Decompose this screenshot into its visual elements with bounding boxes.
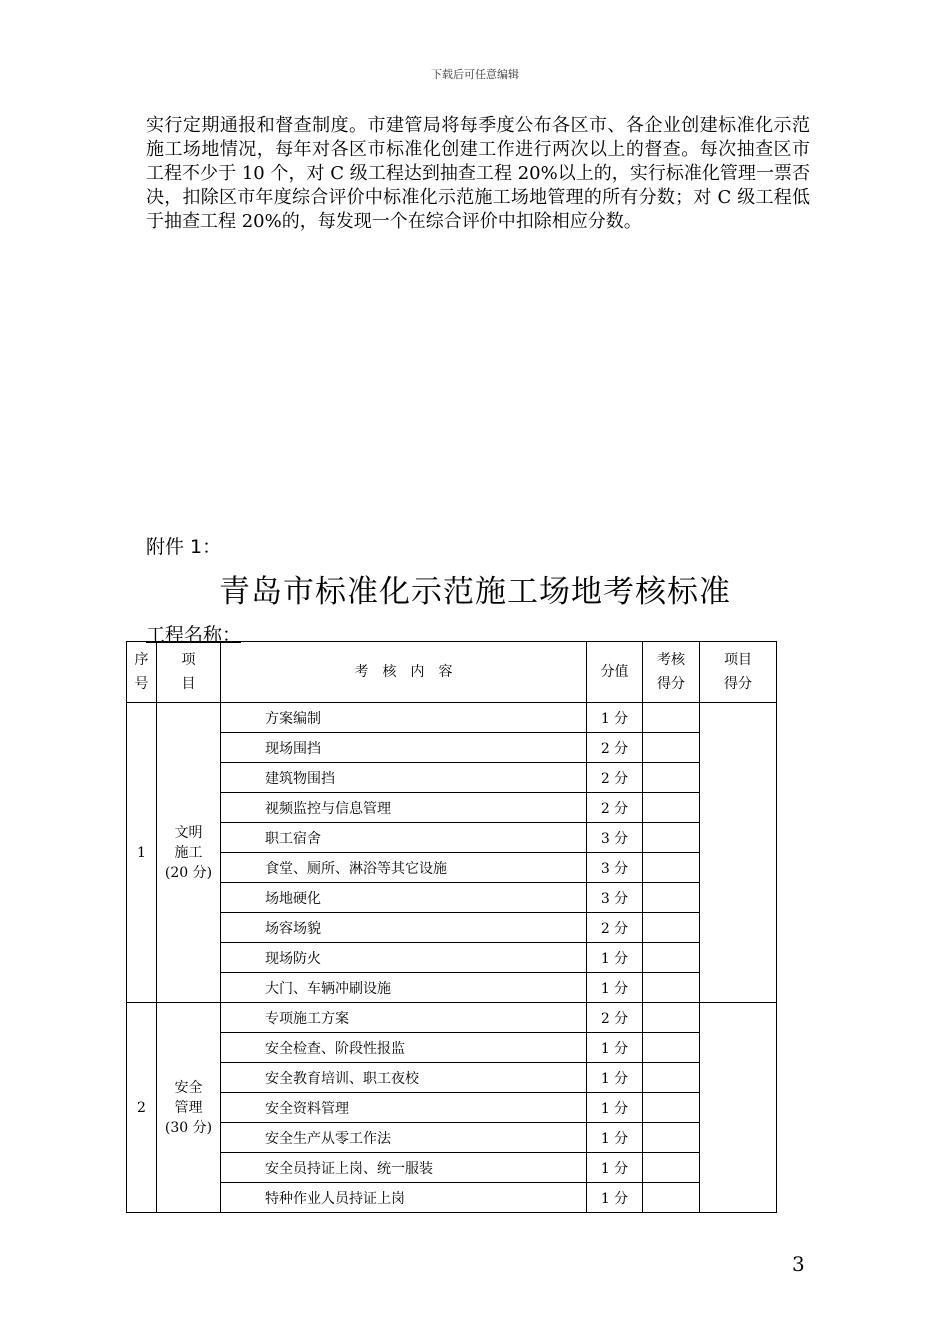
item-score: 2 分 bbox=[587, 1003, 643, 1033]
header-project-score: 项目 得分 bbox=[700, 642, 777, 703]
header-item: 项 目 bbox=[157, 642, 221, 703]
item-name: 大门、车辆冲刷设施 bbox=[221, 973, 587, 1003]
check-score-cell[interactable] bbox=[643, 1183, 700, 1213]
header-content: 考 核 内 容 bbox=[221, 642, 587, 703]
check-score-cell[interactable] bbox=[643, 703, 700, 733]
item-name: 职工宿舍 bbox=[221, 823, 587, 853]
table-row bbox=[127, 703, 777, 733]
item-score: 1 分 bbox=[587, 1063, 643, 1093]
check-score-cell[interactable] bbox=[643, 943, 700, 973]
table-header-row bbox=[127, 642, 777, 703]
table-row bbox=[127, 1123, 777, 1153]
table-row bbox=[127, 733, 777, 763]
item-name: 建筑物围挡 bbox=[221, 763, 587, 793]
group-name: 安全 管理 (30 分) bbox=[157, 1003, 221, 1213]
group-seq: 2 bbox=[127, 1003, 157, 1213]
check-score-cell[interactable] bbox=[643, 853, 700, 883]
header-check-score: 考核 得分 bbox=[643, 642, 700, 703]
item-score: 1 分 bbox=[587, 943, 643, 973]
check-score-cell[interactable] bbox=[643, 793, 700, 823]
check-score-cell[interactable] bbox=[643, 973, 700, 1003]
page-number: 3 bbox=[792, 1252, 805, 1276]
check-score-cell[interactable] bbox=[643, 883, 700, 913]
item-name: 安全教育培训、职工夜校 bbox=[221, 1063, 587, 1093]
item-name: 安全生产从零工作法 bbox=[221, 1123, 587, 1153]
group-seq: 1 bbox=[127, 703, 157, 1003]
table-row bbox=[127, 1153, 777, 1183]
project-name-label: 工程名称： bbox=[146, 624, 242, 646]
item-name: 专项施工方案 bbox=[221, 1003, 587, 1033]
table-row bbox=[127, 793, 777, 823]
item-score: 2 分 bbox=[587, 913, 643, 943]
item-score: 1 分 bbox=[587, 1153, 643, 1183]
item-name: 现场围挡 bbox=[221, 733, 587, 763]
item-score: 1 分 bbox=[587, 703, 643, 733]
item-name: 特种作业人员持证上岗 bbox=[221, 1183, 587, 1213]
item-score: 1 分 bbox=[587, 1183, 643, 1213]
header-seq: 序 号 bbox=[127, 642, 157, 703]
item-score: 3 分 bbox=[587, 823, 643, 853]
item-name: 安全资料管理 bbox=[221, 1093, 587, 1123]
table-row bbox=[127, 1183, 777, 1213]
table-row bbox=[127, 943, 777, 973]
item-score: 3 分 bbox=[587, 853, 643, 883]
item-name: 场地硬化 bbox=[221, 883, 587, 913]
check-score-cell[interactable] bbox=[643, 1153, 700, 1183]
item-name: 安全员持证上岗、统一服装 bbox=[221, 1153, 587, 1183]
group-name: 文明 施工 (20 分) bbox=[157, 703, 221, 1003]
item-name: 安全检查、阶段性报监 bbox=[221, 1033, 587, 1063]
check-score-cell[interactable] bbox=[643, 763, 700, 793]
check-score-cell[interactable] bbox=[643, 1003, 700, 1033]
table-row bbox=[127, 973, 777, 1003]
item-score: 1 分 bbox=[587, 1123, 643, 1153]
check-score-cell[interactable] bbox=[643, 913, 700, 943]
document-title: 青岛市标准化示范施工场地考核标准 bbox=[219, 574, 731, 610]
check-score-cell[interactable] bbox=[643, 823, 700, 853]
item-name: 方案编制 bbox=[221, 703, 587, 733]
body-paragraph: 实行定期通报和督查制度。市建管局将每季度公布各区市、各企业创建标准化示范施工场地情况，每年对各区市标准化创建工作进行两次以上的督查。每次抽查区市工程不少于 10 个，对 C 级工程达到抽查工程 20%以上的，实行标准化管理一票否决，扣除区市年度综合评价中标准化示范施工场地管理的所有分数；对 C 级工程低于抽查工程 20%的，每发现一个在综合评价中扣除相应分数。 bbox=[146, 115, 810, 232]
item-score: 1 分 bbox=[587, 973, 643, 1003]
project-score-cell[interactable] bbox=[700, 1003, 777, 1213]
check-score-cell[interactable] bbox=[643, 1093, 700, 1123]
item-name: 食堂、厕所、淋浴等其它设施 bbox=[221, 853, 587, 883]
check-score-cell[interactable] bbox=[643, 1063, 700, 1093]
item-score: 2 分 bbox=[587, 733, 643, 763]
header-value: 分值 bbox=[587, 642, 643, 703]
item-score: 2 分 bbox=[587, 763, 643, 793]
table-row bbox=[127, 763, 777, 793]
table-row bbox=[127, 853, 777, 883]
table-row bbox=[127, 823, 777, 853]
item-name: 场容场貌 bbox=[221, 913, 587, 943]
item-name: 视频监控与信息管理 bbox=[221, 793, 587, 823]
table-row bbox=[127, 1003, 777, 1033]
project-score-cell[interactable] bbox=[700, 703, 777, 1003]
item-score: 3 分 bbox=[587, 883, 643, 913]
item-name: 现场防火 bbox=[221, 943, 587, 973]
assessment-table bbox=[126, 641, 777, 1213]
table-row bbox=[127, 1093, 777, 1123]
table-row bbox=[127, 1033, 777, 1063]
item-score: 1 分 bbox=[587, 1033, 643, 1063]
table-row bbox=[127, 913, 777, 943]
check-score-cell[interactable] bbox=[643, 1033, 700, 1063]
check-score-cell[interactable] bbox=[643, 733, 700, 763]
attachment-label: 附件 1： bbox=[146, 536, 222, 558]
table-row bbox=[127, 883, 777, 913]
item-score: 2 分 bbox=[587, 793, 643, 823]
header-note: 下载后可任意编辑 bbox=[431, 68, 519, 81]
check-score-cell[interactable] bbox=[643, 1123, 700, 1153]
table-row bbox=[127, 1063, 777, 1093]
item-score: 1 分 bbox=[587, 1093, 643, 1123]
